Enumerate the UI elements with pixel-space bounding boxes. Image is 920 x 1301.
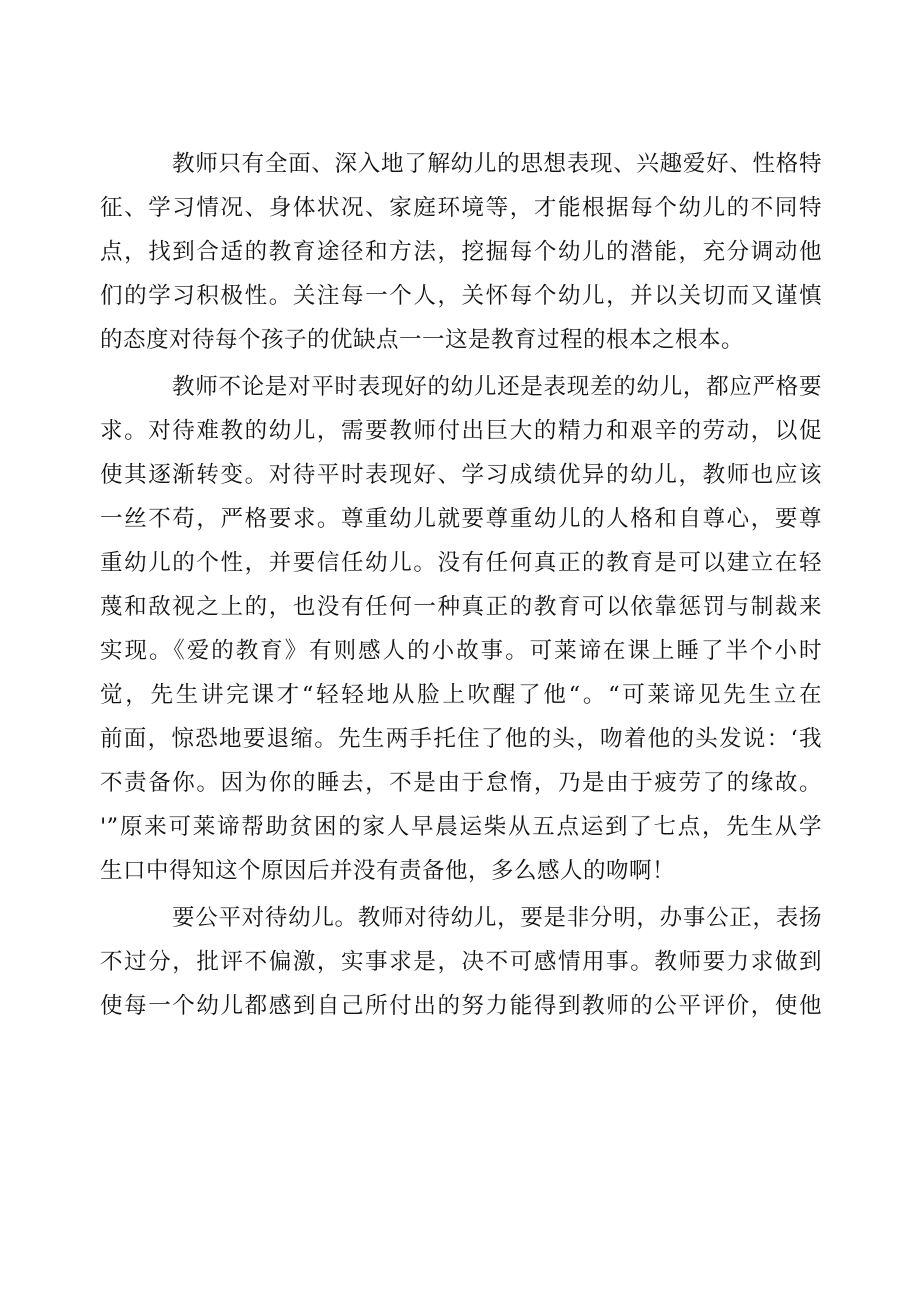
paragraph-line: 不责备你。因为你的睡去，不是由于怠惰，乃是由于疲劳了的缘故。 (100, 770, 822, 796)
paragraph-line: 一丝不苟，严格要求。尊重幼儿就要尊重幼儿的人格和自尊心，要尊 (100, 506, 822, 532)
paragraph-line: 前面，惊恐地要退缩。先生两手托住了他的头，吻着他的头发说：‘我 (100, 726, 822, 752)
paragraph-line: 征、学习情况、身体状况、家庭环境等，才能根据每个幼儿的不同特 (100, 195, 822, 221)
paragraph-line: 教师只有全面、深入地了解幼儿的思想表现、兴趣爱好、性格特 (172, 151, 822, 177)
paragraph-line: 生口中得知这个原因后并没有责备他，多么感人的吻啊！ (100, 858, 676, 884)
paragraph-line: 实现。《爱的教育》有则感人的小故事。可莱谛在课上睡了半个小时 (100, 638, 822, 664)
paragraph-line: 不过分，批评不偏激，实事求是，决不可感情用事。教师要力求做到 (100, 949, 822, 975)
paragraph-line: 蔑和敌视之上的，也没有任何一种真正的教育可以依靠惩罚与制裁来 (100, 594, 822, 620)
paragraph-line: 们的学习积极性。关注每一个人，关怀每个幼儿，并以关切而又谨慎 (100, 283, 822, 309)
paragraph-line: 要公平对待幼儿。教师对待幼儿，要是非分明，办事公正，表扬 (172, 905, 822, 931)
paragraph-2 (100, 365, 822, 893)
paragraph-3 (100, 896, 822, 1028)
paragraph-line: 使每一个幼儿都感到自己所付出的努力能得到教师的公平评价，使他 (100, 993, 822, 1019)
paragraph-line: 点，找到合适的教育途径和方法，挖掘每个幼儿的潜能，充分调动他 (100, 239, 822, 265)
paragraph-1 (100, 142, 822, 362)
paragraph-line: 求。对待难教的幼儿，需要教师付出巨大的精力和艰辛的劳动，以促 (100, 418, 822, 444)
paragraph-line: '”原来可莱谛帮助贫困的家人早晨运柴从五点运到了七点，先生从学 (100, 814, 822, 840)
paragraph-line: 觉，先生讲完课才“轻轻地从脸上吹醒了他“。“可莱谛见先生立在 (100, 682, 822, 708)
document-body (100, 142, 822, 1028)
paragraph-line: 的态度对待每个孩子的优缺点一一这是教育过程的根本之根本。 (100, 327, 745, 353)
paragraph-line: 教师不论是对平时表现好的幼儿还是表现差的幼儿，都应严格要 (172, 374, 822, 400)
paragraph-line: 使其逐渐转变。对待平时表现好、学习成绩优异的幼儿，教师也应该 (100, 462, 822, 488)
paragraph-line: 重幼儿的个性，并要信任幼儿。没有任何真正的教育是可以建立在轻 (100, 550, 822, 576)
